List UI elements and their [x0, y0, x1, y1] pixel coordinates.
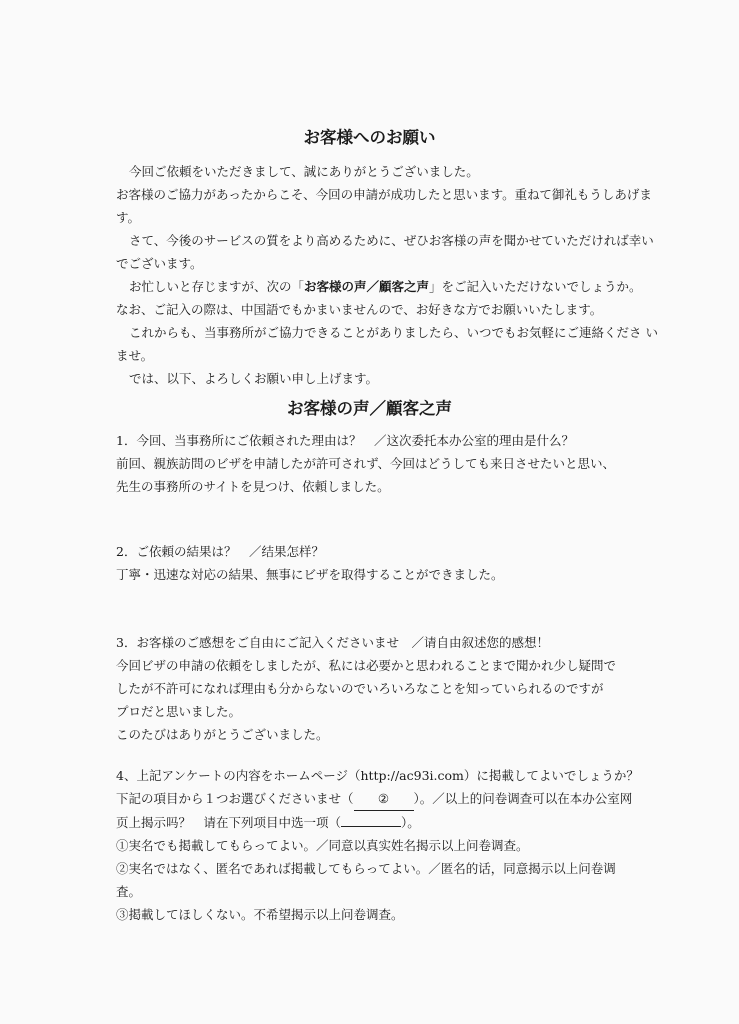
answer-line: 先生の事務所のサイトを見つけ、依頼しました。: [116, 479, 390, 494]
answer-line: このたびはありがとうございました。: [116, 727, 329, 742]
selected-option-field: ②: [354, 787, 414, 811]
option-line: ③掲載してほしくない。不希望揭示以上问卷调查。: [116, 907, 404, 922]
answer-line: プロだと思いました。: [116, 704, 242, 719]
request-emphasis: お客様の声／顧客之声: [304, 279, 430, 294]
intro-line: でございます。: [116, 256, 203, 271]
intro-line: お客様のご協力があったからこそ、今回の申請が成功したと思います。重ねて御礼もうしあげま: [116, 187, 652, 202]
section-title: お客様の声／顧客之声: [287, 399, 452, 418]
intro-line: す。: [116, 210, 141, 225]
question-fragment: ）。／以上的问卷调查可以在本办公室网: [413, 791, 633, 806]
question-fragment: 下記の項目から１つお選びくださいませ（: [116, 791, 354, 806]
answer-line: したが不許可になれば理由も分からないのでいろいろなことを知っていられるのですが: [116, 681, 604, 696]
question-text: 3．お客様のご感想をご自由にご記入くださいませ ／请自由叙述您的感想！: [116, 635, 549, 650]
question-text: 4、上記アンケートの内容をホームページ（http://ac93i.com）に掲載してよいでしょうか？: [116, 768, 639, 783]
question-1: [116, 429, 646, 498]
question-text: 2．ご依頼の結果は？ ／结果怎样？: [116, 544, 324, 559]
answer-line: 今回ビザの申請の依頼をしましたが、私には必要かと思われることまで聞かれ少し疑問で: [116, 658, 617, 673]
intro-line: さて、今後のサービスの質をより高めるために、ぜひお客様の声を聞かせていただければ幸い: [129, 233, 654, 248]
request-text: お忙しいと存じますが、次の「: [129, 279, 305, 294]
question-2: [116, 540, 646, 586]
intro-line: 今回ご依頼をいただきまして、誠にありがとうございました。: [129, 164, 479, 179]
question-text: [116, 787, 646, 811]
answer-line: 前回、親族訪問のビザを申請したが許可されず、今回はどうしても来日させたいと思い、: [116, 456, 616, 471]
question-fragment: 页上揭示吗？ 请在下列项目中选一项（: [116, 815, 342, 830]
question-fragment: ）。: [401, 815, 420, 830]
request-line: [116, 275, 646, 298]
blank-option-field: [341, 826, 401, 827]
question-3: [116, 631, 646, 746]
question-text: [116, 811, 646, 834]
intro-line: ませ。: [116, 348, 154, 363]
question-4: [116, 764, 646, 926]
answer-line: 丁寧・迅速な対応の結果、無事にビザを取得することができました。: [116, 567, 504, 582]
option-line: ①実名でも掲載してもらってよい。／同意以真实姓名揭示以上问卷调查。: [116, 838, 529, 853]
intro-line: では、以下、よろしくお願い申し上げます。: [129, 371, 379, 386]
intro-line: なお、ご記入の際は、中国語でもかまいませんので、お好きな方でお願いいたします。: [116, 302, 603, 317]
option-line: 査。: [116, 884, 142, 899]
page-title: お客様へのお願い: [303, 128, 436, 147]
intro-line: これからも、当事務所がご協力できることがありましたら、いつでもお気軽にご連絡くださ い: [129, 325, 658, 340]
option-line: ②実名ではなく、匿名であれば掲載してもらってよい。／匿名的话，同意揭示以上问卷调: [116, 861, 616, 876]
intro-paragraph: [116, 160, 658, 390]
question-text: 1．今回、当事務所にご依頼された理由は？ ／这次委托本办公室的理由是什么？: [116, 433, 574, 448]
request-text: 」をご記入いただけないでしょうか。: [429, 279, 642, 294]
